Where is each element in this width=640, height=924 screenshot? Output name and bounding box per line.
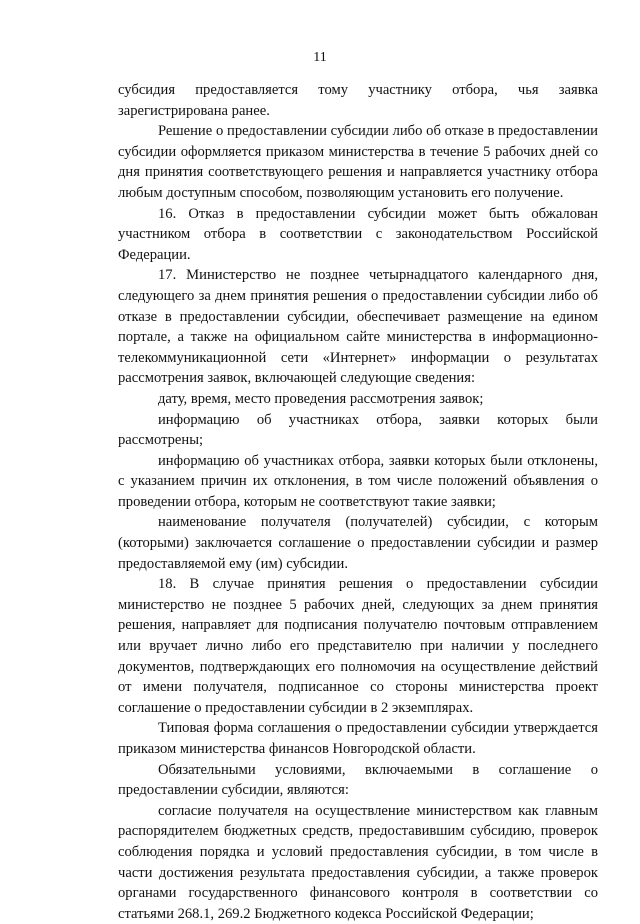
list-item-reviewed: информацию об участниках отбора, заявки которых были рассмотрены; bbox=[118, 411, 598, 449]
paragraph-item-16: 16. Отказ в предоставлении субсидии может быть обжалован участником отбора в соответствии с законодательством Российской Федерации. bbox=[118, 205, 598, 263]
paragraph-continuation: субсидия предоставляется тому участнику отбора, чья заявка зарегистрирована ранее. bbox=[118, 82, 598, 119]
paragraph-consent: согласие получателя на осуществление министерством как главным распорядителем бюджетных средств, предоставившим субсидию, проверок соблюдения порядка и условий предоставления субсидии, в том числе в части достижения результата предоставления субсидии, а также проверок органами государственного финансового контроля в соответствии со статьями 268.1, 269.2 Бюджетного кодекса Российской Федерации; bbox=[118, 802, 598, 922]
paragraph-typical-form: Типовая форма соглашения о предоставлении субсидии утверждается приказом министерства финансов Новгородской области. bbox=[118, 720, 598, 757]
paragraph-item-18: 18. В случае принятия решения о предоставлении субсидии министерство не позднее 5 рабочих дней, следующих за днем принятия решения, направляет для подписания получателю почтовым отправлением или вручает лично либо его представителю при наличии у последнего документов, подтверждающих его полномочия на осуществление действий от имени получателя, подписанное со стороны министерства проект соглашение о предоставлении субсидии в 2 экземплярах. bbox=[118, 576, 598, 716]
document-body bbox=[118, 80, 598, 924]
paragraph-decision: Решение о предоставлении субсидии либо об отказе в предоставлении субсидии оформляется приказом министерства в течение 5 рабочих дней со дня принятия соответствующего решения и направляется участнику отбора любым доступным способом, позволяющим установить его получение. bbox=[118, 123, 598, 201]
page-number: 11 bbox=[313, 50, 327, 65]
paragraph-item-17: 17. Министерство не позднее четырнадцатого календарного дня, следующего за днем принятия решения о предоставлении субсидии либо об отказе в предоставлении субсидии, обеспечивает размещение на едином портале, а также на официальном сайте министерства в информационно-телекоммуникационной сети «Интернет» информации о результатах рассмотрения заявок, включающей следующие сведения: bbox=[118, 267, 598, 387]
paragraph-mandatory-conditions: Обязательными условиями, включаемыми в соглашение о предоставлении субсидии, являются: bbox=[118, 761, 598, 799]
list-item-rejected: информацию об участниках отбора, заявки которых были отклонены, с указанием причин их отклонения, в том числе положений объявления о проведении отбора, которым не соответствуют такие заявки; bbox=[118, 452, 598, 510]
list-item-date: дату, время, место проведения рассмотрения заявок; bbox=[158, 390, 484, 407]
list-item-recipient: наименование получателя (получателей) субсидии, с которым (которыми) заключается соглашение о предоставлении субсидии и размер предоставляемой ему (им) субсидии. bbox=[118, 514, 598, 572]
